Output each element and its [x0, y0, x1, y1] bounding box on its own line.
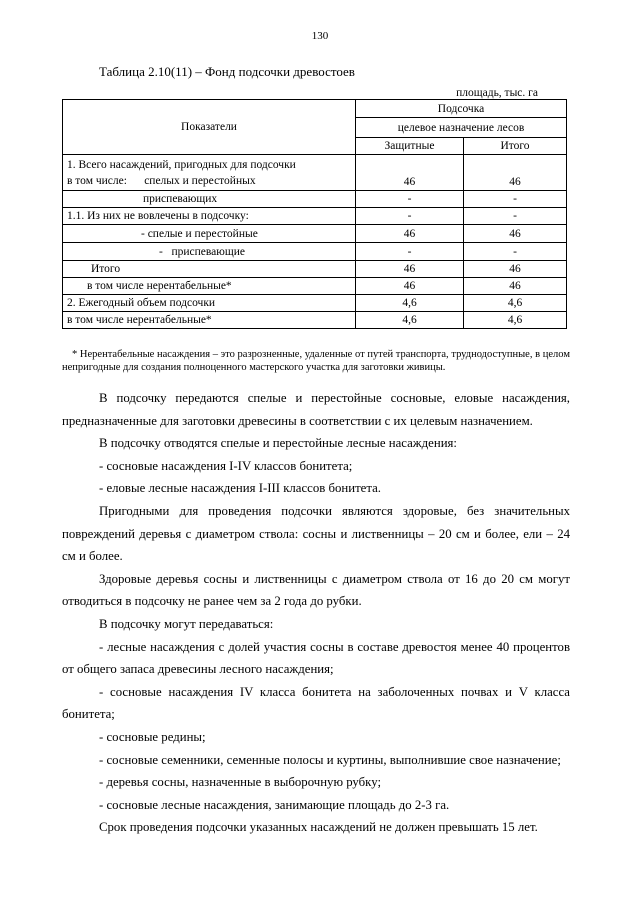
cell-protective: 46 [356, 278, 464, 295]
paragraph: Срок проведения подсочки указанных насаждений не должен превышать 15 лет. [99, 820, 538, 835]
cell-total: - [464, 243, 567, 261]
row-label-line: в том числе: спелых и перестойных [67, 174, 256, 187]
table-row [63, 261, 567, 278]
header-subgroup: целевое назначение лесов [356, 118, 567, 138]
paragraph: - сосновые насаждения I-IV классов бонитета; [99, 458, 353, 473]
page-number: 130 [311, 30, 329, 42]
unit-note: площадь, тыс. га [456, 87, 538, 99]
row-label: 1.1. Из них не вовлечены в подсочку: [63, 208, 356, 225]
table-row [63, 155, 567, 191]
paragraph: - деревья сосны, назначенные в выборочную рубку; [99, 775, 381, 790]
table-row [63, 312, 567, 329]
paragraph: - сосновые редины; [99, 729, 206, 744]
paragraph: - еловые лесные насаждения I-III классов бонитета. [99, 481, 381, 496]
table-row [63, 295, 567, 312]
paragraph: - сосновые насаждения IV класса бонитета на заболоченных почвах и V класса бонитета; [62, 684, 570, 722]
cell-total: - [464, 208, 567, 225]
paragraph: - сосновые лесные насаждения, занимающие площадь до 2-3 га. [99, 797, 450, 812]
paragraph: Пригодными для проведения подсочки являются здоровые, без значительных повреждений деревья с диаметром ствола: сосны и лиственницы – 20 см и более, ели – 24 см и более. [62, 503, 570, 564]
body-text [62, 387, 570, 839]
row-label: 2. Ежегодный объем подсочки [63, 295, 356, 312]
cutting-fund-table [62, 99, 567, 329]
cell-protective: 46 [356, 261, 464, 278]
paragraph: В подсочку передаются спелые и перестойные сосновые, еловые насаждения, предназначенные для заготовки древесины в соответствии с их целевым назначением. [62, 391, 570, 428]
cell-protective: 46 [356, 155, 464, 191]
table-row [63, 278, 567, 295]
paragraph: В подсочку могут передаваться: [99, 616, 274, 631]
header-group: Подсочка [356, 100, 567, 118]
header-col-protective: Защитные [356, 138, 464, 155]
paragraph: - лесные насаждения с долей участия сосны в составе древостоя менее 40 процентов от общего запаса древесины лесного насаждения; [62, 639, 570, 677]
row-label: в том числе нерентабельные* [63, 312, 356, 329]
cell-protective: 4,6 [356, 312, 464, 329]
cell-total: 4,6 [464, 295, 567, 312]
row-label [63, 155, 356, 191]
row-label: - спелые и перестойные [63, 225, 356, 243]
footnote: * Нерентабельные насаждения – это разрозненные, удаленные от путей транспорта, труднодоступные, в целом непригодные для создания полноценного мастерского участка для заготовки живицы. [62, 349, 570, 373]
cell-total: - [464, 191, 567, 208]
table-row [63, 225, 567, 243]
paragraph: Здоровые деревья сосны и лиственницы с диаметром ствола от 16 до 20 см могут отводиться в подсочку не ранее чем за 2 года до рубки. [62, 571, 570, 609]
cell-total: 46 [464, 155, 567, 191]
cell-total: 4,6 [464, 312, 567, 329]
table-header-row [63, 100, 567, 118]
row-label: - приспевающие [63, 243, 356, 261]
cell-total: 46 [464, 261, 567, 278]
cell-total: 46 [464, 278, 567, 295]
table-row [63, 208, 567, 225]
row-label: Итого [63, 261, 356, 278]
row-label: в том числе нерентабельные* [63, 278, 356, 295]
cell-protective: 46 [356, 225, 464, 243]
row-label-line: 1. Всего насаждений, пригодных для подсочки [67, 158, 296, 171]
table-row [63, 243, 567, 261]
row-label: приспевающих [63, 191, 356, 208]
cell-protective: - [356, 208, 464, 225]
cell-protective: - [356, 191, 464, 208]
paragraph: В подсочку отводятся спелые и перестойные лесные насаждения: [99, 436, 457, 451]
paragraph: - сосновые семенники, семенные полосы и куртины, выполнившие свое назначение; [99, 752, 561, 767]
header-col-total: Итого [464, 138, 567, 155]
table-row [63, 191, 567, 208]
header-indicators: Показатели [63, 100, 356, 155]
cell-total: 46 [464, 225, 567, 243]
table-caption: Таблица 2.10(11) – Фонд подсочки древостоев [99, 64, 355, 79]
cell-protective: 4,6 [356, 295, 464, 312]
cell-protective: - [356, 243, 464, 261]
